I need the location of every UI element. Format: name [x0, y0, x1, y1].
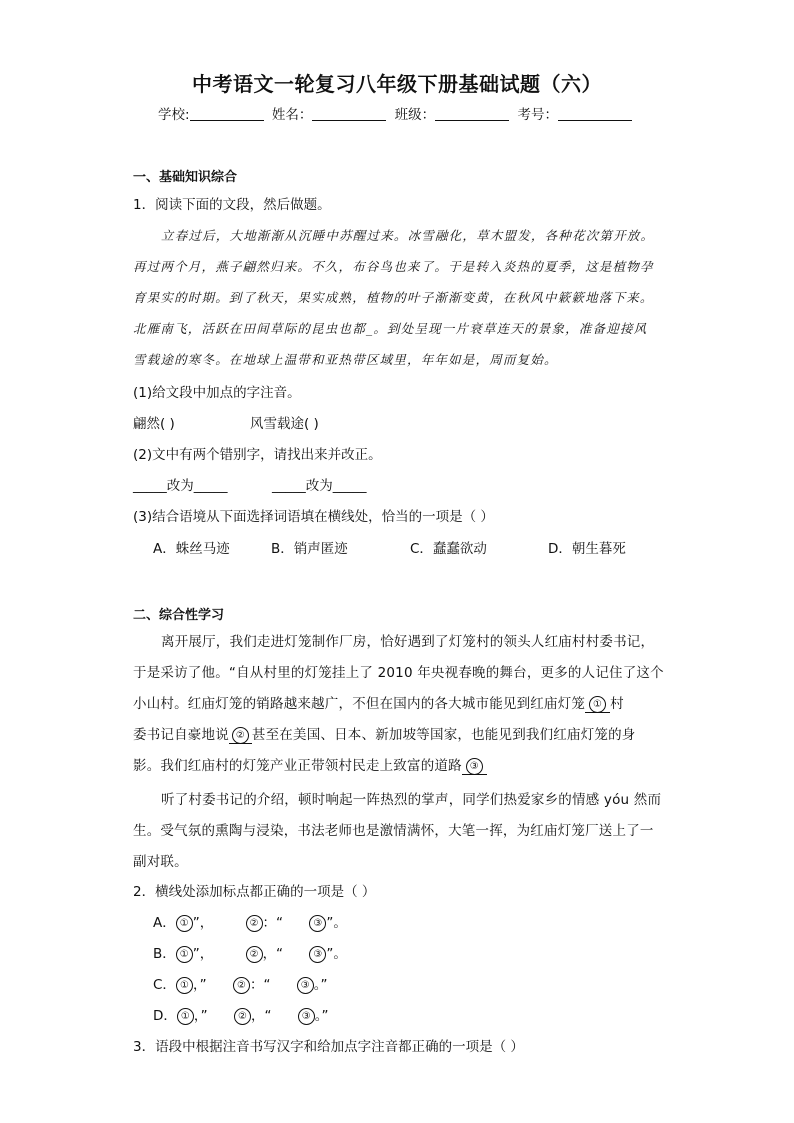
school-blank[interactable]: [190, 106, 264, 121]
sub-question-2-blank-2[interactable]: _____改为_____: [272, 478, 367, 494]
blank-marker-3: ③: [466, 758, 483, 775]
section-heading-1: 一、基础知识综合: [133, 170, 238, 185]
option-a[interactable]: A．蛛丝马迹: [153, 541, 230, 557]
q2-option-c[interactable]: C． ① ，” ② ：“ ③ 。”: [153, 977, 328, 993]
exam-no-blank[interactable]: [558, 106, 632, 121]
blank-marker-2: ②: [232, 727, 249, 744]
sub-question-1-item-2[interactable]: 风雪载途( ): [250, 416, 319, 432]
paragraph-line: 听了村委书记的介绍，顿时响起一阵热烈的掌声，同学们热爱家乡的情感 yóu 然而: [161, 792, 662, 808]
option-c[interactable]: C．蠢蠢欲动: [410, 541, 487, 557]
exam-no-label: 考号：: [517, 107, 558, 123]
paragraph-line: 离开展厅，我们走进灯笼制作厂房，恰好遇到了灯笼村的领头人红庙村村委书记，: [161, 634, 655, 650]
q2-option-b[interactable]: B． ① ”， ② ，“ ③ ”。: [153, 946, 347, 962]
sub-question-2: (2)文中有两个错别字，请找出来并改正。: [133, 447, 382, 463]
option-d[interactable]: D．朝生暮死: [548, 541, 626, 557]
section-heading-2: 二、综合性学习: [133, 608, 225, 623]
sub-question-1-item-1[interactable]: 翩然( ): [133, 416, 175, 432]
paragraph-line: 影。我们红庙村的灯笼产业正带领村民走上致富的道路 ③: [133, 754, 487, 775]
question-2-stem: 2．横线处添加标点都正确的一项是（ ）: [133, 884, 376, 900]
sub-question-3: (3)结合语境从下面选择词语填在横线处，恰当的一项是（ ）: [133, 509, 494, 525]
question-3-stem: 3．语段中根据注音书写汉字和给加点字注音都正确的一项是（ ）: [133, 1039, 524, 1055]
paragraph-line: 生。受气氛的熏陶与浸染，书法老师也是激情满怀，大笔一挥，为红庙灯笼厂送上了一: [133, 823, 654, 839]
passage-line: 北雁南飞，活跃在田间草际的昆虫也都_。到处呈现一片衰草连天的景象，准备迎接风: [133, 321, 648, 336]
paragraph-line: 于是采访了他。“自从村里的灯笼挂上了 2010 年央视春晚的舞台，更多的人记住了这个: [133, 665, 664, 681]
q2-option-d[interactable]: D． ① ，” ② ，“ ③ 。”: [153, 1008, 329, 1024]
name-blank[interactable]: [312, 106, 386, 121]
passage-line: 雪载途的寒冬。在地球上温带和亚热带区域里，年年如是，周而复始。: [133, 352, 558, 367]
school-label: 学校:: [158, 107, 190, 123]
sub-question-1: (1)给文段中加点的字注音。: [133, 385, 301, 401]
class-label: 班级：: [394, 107, 436, 123]
name-label: 姓名：: [271, 107, 313, 123]
paragraph-line: 副对联。: [133, 854, 188, 870]
page-title: 中考语文一轮复习八年级下册基础试题（六）: [192, 72, 602, 96]
passage-line: 再过两个月，燕子翩然归来。不久，布谷鸟也来了。于是转入炎热的夏季，这是植物孕: [133, 259, 654, 274]
student-info-row: [0, 103, 794, 123]
paragraph-line: 小山村。红庙灯笼的销路越来越广，不但在国内的各大城市能见到红庙灯笼 ① 村: [133, 696, 624, 712]
q2-option-a[interactable]: A． ① ”， ② ：“ ③ ”。: [153, 915, 347, 931]
passage-line: 立春过后，大地渐渐从沉睡中苏醒过来。冰雪融化，草木盟发，各种花次第开放。: [161, 228, 655, 243]
paragraph-line: 委书记自豪地说 ② 甚至在美国、日本、新加坡等国家，也能见到我们红庙灯笼的身: [133, 727, 636, 743]
class-blank[interactable]: [435, 106, 509, 121]
blank-marker-1: ①: [589, 696, 606, 713]
sub-question-2-blank-1[interactable]: _____改为_____: [133, 478, 228, 494]
question-1-stem: 1．阅读下面的文段，然后做题。: [133, 197, 331, 213]
passage-line: 育果实的时期。到了秋天，果实成熟，植物的叶子渐渐变黄，在秋风中簌簌地落下来。: [133, 290, 654, 305]
option-b[interactable]: B．销声匿迹: [271, 541, 348, 557]
